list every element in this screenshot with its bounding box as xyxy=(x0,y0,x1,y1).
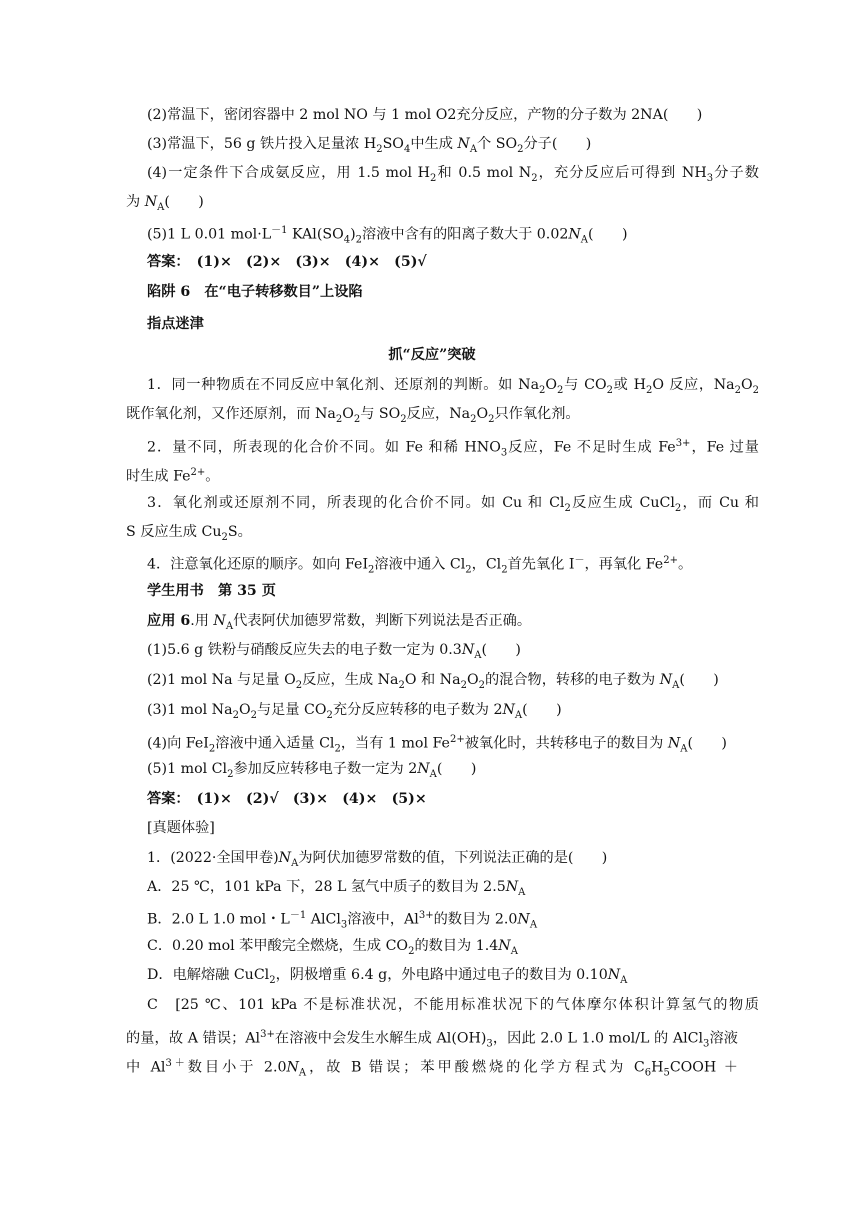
text-run: 在溶液中会发生水解生成 Al(OH) xyxy=(274,1030,487,1047)
text-line xyxy=(147,670,759,696)
text-run: ，当有 1 mol Fe xyxy=(340,735,450,752)
italic-symbol: N xyxy=(517,911,530,928)
text-run: ，Cl xyxy=(471,556,502,573)
italic-symbol: N xyxy=(278,850,292,866)
text-run: O xyxy=(238,702,251,718)
subscript: 2 xyxy=(501,564,508,576)
text-run: 。 xyxy=(677,556,693,573)
text-run: (4)向 FeI xyxy=(147,735,209,752)
text-run: C．0.20 mol 苯甲酸完全燃烧，生成 CO xyxy=(147,938,409,954)
subscript: 2 xyxy=(269,974,276,986)
text-run: O xyxy=(466,672,479,688)
subscript: 2 xyxy=(539,384,546,396)
subscript: 2 xyxy=(400,413,407,425)
subscript: 2 xyxy=(488,413,495,425)
text-run: (3)1 mol Na xyxy=(147,702,233,718)
text-run: A．25 ℃，101 kPa 下，28 L 氢气中质子的数目为 2.5 xyxy=(147,879,506,895)
text-run: ( ) xyxy=(522,702,562,718)
subscript: 2 xyxy=(368,564,375,576)
bold-run: 应用 6 xyxy=(147,613,191,629)
text-run: C [25 ℃、101 kPa 不是标准状况，不能用标准状况下的气体摩尔体积计算氢气的物质 xyxy=(147,997,759,1013)
superscript: 3+ xyxy=(675,438,691,449)
text-run: 分子数 xyxy=(713,165,759,181)
subscript: 2 xyxy=(460,679,467,691)
text-run: 和 0.5 mol N xyxy=(436,165,532,181)
text-line xyxy=(147,314,759,334)
superscript: 2+ xyxy=(449,734,465,745)
text-run: 4．注意氧化还原的顺序。如向 FeI xyxy=(147,556,369,573)
subscript: A xyxy=(298,1067,307,1079)
text-run: ，而 Cu 和 xyxy=(681,495,759,511)
text-run xyxy=(147,613,213,629)
text-run: .用 xyxy=(190,613,214,629)
italic-symbol: N xyxy=(568,226,581,243)
text-run: 分子( ) xyxy=(523,136,592,152)
text-run: 时生成 Fe xyxy=(126,468,191,485)
subscript: A xyxy=(429,768,437,780)
text-run: O 和 Na xyxy=(404,672,461,688)
subscript: 6 xyxy=(644,1067,652,1079)
subscript: 2 xyxy=(353,413,361,425)
text-run: 首先氧化 I xyxy=(507,556,575,573)
subscript: 4 xyxy=(403,143,411,155)
subscript: 2 xyxy=(752,384,759,396)
italic-symbol: N xyxy=(607,967,621,983)
text-run: 代表阿伏加德罗常数，判断下列说法是否正确。 xyxy=(233,613,532,629)
text-line xyxy=(147,611,759,637)
italic-symbol: N xyxy=(213,613,226,629)
subscript: A xyxy=(225,620,234,632)
text-run: ，因此 2.0 L 1.0 mol/L 的 AlCl xyxy=(492,1030,704,1047)
text-run: 中生成 xyxy=(410,136,458,152)
text-run: 为 xyxy=(126,194,145,210)
text-line xyxy=(147,581,759,601)
subscript: 2 xyxy=(408,945,415,957)
text-run: O xyxy=(342,406,354,422)
text-run: (5)1 L 0.01 mol·L xyxy=(147,226,272,243)
text-run: 既作氧化剂，又作还原剂，而 Na xyxy=(126,406,336,422)
text-run: D．电解熔融 CuCl xyxy=(147,967,270,983)
text-line xyxy=(147,936,759,962)
text-line xyxy=(147,434,759,464)
text-line xyxy=(147,640,759,666)
text-line xyxy=(147,375,759,401)
text-line xyxy=(147,965,759,991)
text-run: 个 SO xyxy=(477,136,518,152)
subscript: 2 xyxy=(232,709,239,721)
subscript: 2 xyxy=(517,143,524,155)
text-line xyxy=(147,818,759,838)
superscript: 3+ xyxy=(418,910,434,921)
text-run: 抓“反应”突破 xyxy=(388,347,476,363)
subscript: 2 xyxy=(355,234,363,246)
subscript: 2 xyxy=(376,143,383,155)
italic-symbol: N xyxy=(144,194,158,210)
text-run: (1)5.6 g 铁粉与硝酸反应失去的电子数一定为 0.3 xyxy=(147,642,462,658)
text-run: 指点迷津 xyxy=(147,316,204,332)
superscript: －1 xyxy=(271,225,288,236)
text-run: 答案： (1)× (2)√ (3)× (4)× (5)× xyxy=(147,791,427,807)
text-run: S。 xyxy=(227,524,252,540)
text-run: O xyxy=(476,406,489,422)
text-line xyxy=(147,551,759,581)
subscript: 3 xyxy=(500,447,508,459)
subscript: 4 xyxy=(343,234,351,246)
text-run: 为阿伏加德罗常数的值，下列说法正确的是( ) xyxy=(298,850,608,866)
text-line xyxy=(147,105,759,125)
text-run: 反应生成 CuCl xyxy=(570,495,675,511)
subscript: 2 xyxy=(334,743,341,755)
subscript: 3 xyxy=(706,172,714,184)
subscript: 2 xyxy=(326,709,333,721)
text-line xyxy=(147,789,759,809)
text-run: 1．(2022·全国甲卷) xyxy=(147,850,279,866)
italic-symbol: N xyxy=(286,1059,299,1076)
subscript: 2 xyxy=(531,172,538,184)
text-run: AlCl xyxy=(306,911,341,928)
text-line xyxy=(147,759,759,785)
superscript: 3＋ xyxy=(165,1058,188,1069)
text-run: 溶液中，Al xyxy=(347,911,419,928)
subscript: A xyxy=(672,679,680,691)
text-line xyxy=(126,345,738,365)
text-line xyxy=(126,463,738,487)
text-run: 被氧化时，共转移电子的数目为 xyxy=(464,735,668,752)
text-line xyxy=(147,134,759,160)
text-line xyxy=(147,163,759,189)
text-run: O xyxy=(545,377,558,393)
subscript: 2 xyxy=(734,384,741,396)
italic-symbol: N xyxy=(667,735,681,752)
text-run: 溶液 xyxy=(709,1030,738,1047)
text-run: 2 xyxy=(447,107,457,123)
text-run: H xyxy=(651,1059,664,1076)
text-run: ，Fe 过量 xyxy=(690,439,759,456)
italic-symbol: N xyxy=(417,761,430,777)
text-run: 只作氧化剂。 xyxy=(494,406,580,422)
subscript: 2 xyxy=(250,709,257,721)
text-run: ( ) xyxy=(662,107,703,123)
text-line xyxy=(147,877,759,903)
superscript: 2+ xyxy=(663,555,678,566)
subscript: 2 xyxy=(564,502,571,514)
text-line xyxy=(126,404,738,430)
italic-symbol: N xyxy=(498,938,511,954)
subscript: 2 xyxy=(674,502,682,514)
subscript: A xyxy=(474,649,482,661)
text-run: 溶液中通入适量 Cl xyxy=(215,735,335,752)
subscript: 3 xyxy=(486,1038,493,1050)
text-run: ) xyxy=(350,226,356,243)
text-run: 中 Al xyxy=(126,1059,166,1076)
italic-symbol: N xyxy=(659,672,673,688)
text-run: ，再氧化 Fe xyxy=(584,556,664,573)
superscript: 3+ xyxy=(260,1029,275,1040)
text-run: 反应，Na xyxy=(406,406,471,422)
text-run: COOH ＋ xyxy=(669,1059,738,1076)
text-run: 与 SO xyxy=(360,406,401,422)
text-line xyxy=(126,192,738,218)
text-run: 与 CO xyxy=(563,377,607,393)
text-run: 。 xyxy=(205,468,220,485)
subscript: 2 xyxy=(335,413,343,425)
text-run: 充分反应，产物的分子数为 2 xyxy=(456,107,641,123)
text-run: 答案： (1)× (2)× (3)× (4)× (5)√ xyxy=(147,254,427,270)
text-run: (2)常温下，密闭容器中 2 mol NO 与 1 mol O xyxy=(147,107,448,123)
text-run: SO xyxy=(382,136,404,152)
text-run: B．2.0 L 1.0 mol・L xyxy=(147,911,290,928)
subscript: 2 xyxy=(221,531,228,543)
text-run: ，阴极增重 6.4 g，外电路中通过电子的数目为 0.10 xyxy=(275,967,608,983)
text-run: 或 H xyxy=(612,377,647,393)
text-line xyxy=(147,700,759,726)
text-run: 陷阱 6 在“电子转移数目”上设陷 xyxy=(147,284,363,300)
text-run: 反应，生成 Na xyxy=(302,672,399,688)
text-line xyxy=(147,252,759,272)
text-run: ，充分反应后可得到 NH xyxy=(537,165,707,181)
text-run: ，故 B 错误；苯甲酸燃烧的化学方程式为 C xyxy=(306,1059,645,1076)
text-line xyxy=(147,282,759,302)
text-run: A xyxy=(652,107,663,123)
text-run: 1．同一种物质在不同反应中氧化剂、还原剂的判断。如 Na xyxy=(147,377,540,393)
subscript: 2 xyxy=(430,172,437,184)
italic-symbol: N xyxy=(461,642,475,658)
subscript: A xyxy=(580,234,589,246)
text-line xyxy=(147,493,759,519)
text-run: O xyxy=(740,377,753,393)
subscript: 2 xyxy=(470,413,477,425)
text-line xyxy=(147,995,759,1015)
text-run: O 反应，Na xyxy=(652,377,735,393)
subscript: A xyxy=(680,743,688,755)
text-run: ( ) xyxy=(679,672,719,688)
text-line xyxy=(126,1054,738,1084)
text-run: ( ) xyxy=(481,642,521,658)
text-run: ( ) xyxy=(687,735,727,752)
text-run: 溶液中含有的阳离子数大于 0.02 xyxy=(362,226,569,243)
subscript: 2 xyxy=(606,384,613,396)
subscript: A xyxy=(518,886,526,898)
text-line xyxy=(147,906,759,936)
subscript: 2 xyxy=(208,743,216,755)
subscript: 2 xyxy=(557,384,564,396)
text-run: ( ) xyxy=(436,761,477,777)
text-line xyxy=(126,522,738,548)
text-run: S 反应生成 Cu xyxy=(126,524,222,540)
text-run: 充分反应转移的电子数为 2 xyxy=(332,702,503,718)
text-run: 与足量 CO xyxy=(256,702,327,718)
subscript: 2 xyxy=(465,564,472,576)
subscript: A xyxy=(510,945,518,957)
subscript: 3 xyxy=(340,919,348,931)
text-line xyxy=(147,848,759,874)
text-run: (5)1 mol Cl xyxy=(147,761,228,777)
superscript: －1 xyxy=(289,910,307,921)
subscript: A xyxy=(514,709,523,721)
subscript: 2 xyxy=(295,679,303,691)
subscript: A xyxy=(529,919,538,931)
text-run: KAl(SO xyxy=(287,226,344,243)
text-line xyxy=(147,221,759,251)
subscript: A xyxy=(469,143,478,155)
text-run: (3)常温下，56 g 铁片投入足量浓 H xyxy=(147,136,377,152)
text-run: N xyxy=(640,107,653,123)
subscript: 2 xyxy=(646,384,653,396)
subscript: 2 xyxy=(398,679,405,691)
text-run: 参加反应转移电子数一定为 2 xyxy=(233,761,418,777)
text-line xyxy=(126,1025,738,1055)
subscript: 2 xyxy=(478,679,485,691)
subscript: A xyxy=(620,974,628,986)
text-run: 2．量不同，所表现的化合价不同。如 Fe 和稀 HNO xyxy=(147,439,501,456)
text-line xyxy=(147,730,759,760)
subscript: A xyxy=(157,201,165,213)
text-run: ( ) xyxy=(164,194,204,210)
text-run: [真题体验] xyxy=(147,820,215,836)
text-run: 的量，故 A 错误；Al xyxy=(126,1030,261,1047)
text-run: 数目小于 2.0 xyxy=(187,1059,287,1076)
text-run: (2)1 mol Na 与足量 O xyxy=(147,672,296,688)
text-run: ( ) xyxy=(588,226,628,243)
italic-symbol: N xyxy=(505,879,519,895)
text-run: 反应，Fe 不足时生成 Fe xyxy=(507,439,676,456)
subscript: 3 xyxy=(703,1038,710,1050)
text-run: 的数目为 1.4 xyxy=(414,938,499,954)
text-run: 学生用书 第 35 页 xyxy=(147,583,276,599)
italic-symbol: N xyxy=(457,136,470,152)
text-run: 3．氧化剂或还原剂不同，所表现的化合价不同。如 Cu 和 Cl xyxy=(147,495,565,511)
superscript: － xyxy=(574,555,585,566)
italic-symbol: N xyxy=(502,702,515,718)
text-run: 的数目为 2.0 xyxy=(433,911,518,928)
subscript: 5 xyxy=(663,1067,670,1079)
text-run: (4)一定条件下合成氨反应，用 1.5 mol H xyxy=(147,165,431,181)
text-run: 溶液中通入 Cl xyxy=(374,556,466,573)
subscript: A xyxy=(291,857,299,869)
subscript: 2 xyxy=(227,768,234,780)
text-run: 的混合物，转移的电子数为 xyxy=(484,672,660,688)
superscript: 2+ xyxy=(190,467,206,478)
